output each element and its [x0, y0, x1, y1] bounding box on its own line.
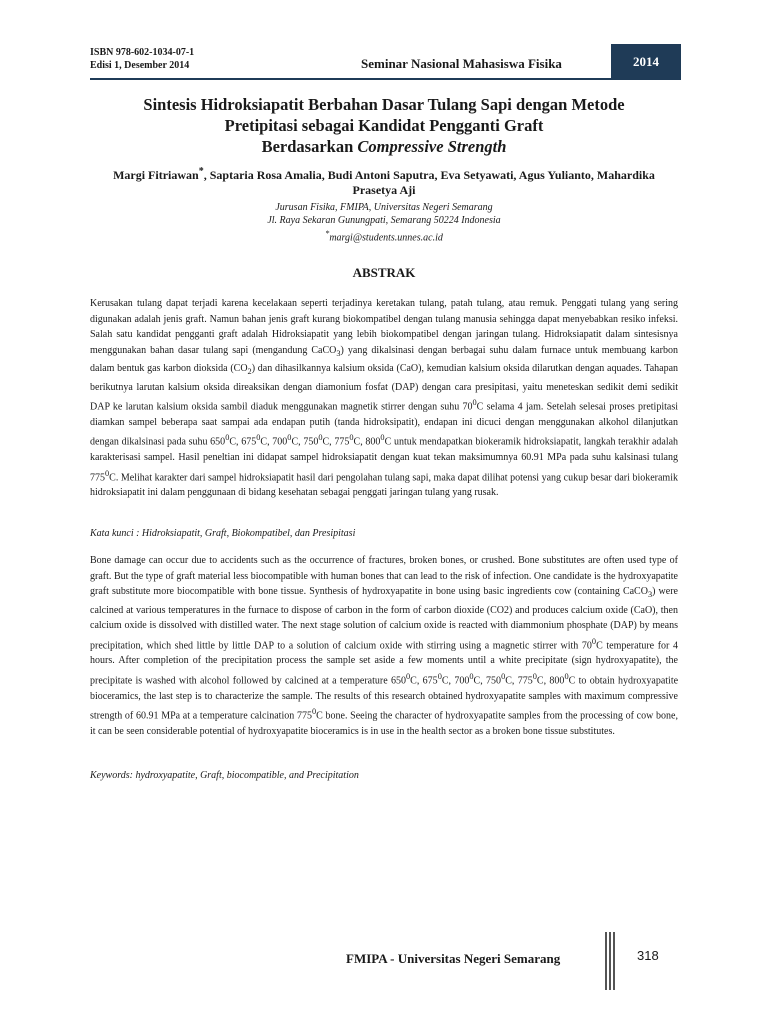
degree-mark: 0: [287, 433, 292, 443]
abstrak-text: C. Melihat karakter dari sampel hidroksiapatit hasil dari pengolahan tulang sapi, maka dapat dilihat potensi yang cukup besar dari biokeramik hidroksiapatit ini dalam penggunaan di bidang kesehatan sebagai penggati jaringan tulang yang rusak.: [90, 471, 678, 499]
department: Jurusan Fisika, FMIPA, Universitas Negeri Semarang: [275, 202, 493, 213]
abstrak-text: Kerusakan tulang dapat terjadi karena kecelakaan seperti terjadinya keretakan tulang, patah tulang, atau remuk. Penggati tulang yang sering digunakan adalah jenis graft. Namun bahan jenis graft kurang biokompatibel dengan tulang manusia sehingga dapat menyebabkan resiko infeksi. Salah satu kandidat pengganti graft adalah Hidroksiapatit yang lebih biokompatibel dengan jaringan tulang. Hidroksiapatit dalam sintesisnya menggunakan bahan dasar tulang sapi (mengandung CaCO: [90, 298, 678, 356]
co-authors: , Saptaria Rosa Amalia, Budi Antoni Saputra, Eva Setyawati, Agus Yulianto, Mahardika: [203, 168, 655, 182]
email-mark: *: [325, 229, 330, 238]
abstract-text: C temperature for 4 hours. After completion of the precipitation process the sample set aside a few moments until a white precipitate (sign hydroxyapatite), the precipitate is washed with alcohol followed by calcined at a temperature 650: [90, 639, 678, 687]
header-meta: [90, 46, 194, 72]
abstrak-paragraph: [90, 296, 678, 501]
degree-mark: 0: [469, 671, 474, 681]
email: margi@students.unnes.ac.id: [329, 232, 443, 244]
degree-mark: 0: [225, 433, 230, 443]
abstract-text: C, 700: [441, 675, 470, 687]
seminar-name: Seminar Nasional Mahasiswa Fisika: [361, 56, 562, 71]
email-line: [80, 227, 688, 244]
degree-mark: 0: [311, 707, 317, 717]
author-line-1: [80, 164, 688, 183]
abstrak-text: C, 750: [291, 436, 319, 448]
abstract-text: Bone damage can occur due to accidents such as the occurrence of fractures, broken bones, or crushed. Bone substitutes are often used type of graft. But the type of graft material less biocompatible with human bones that can lead to the risk of infection. One candidate is the hydroxyapatite graft substitute more biocompatible with bone tissue. Synthesis of hydroxyapatite in bone using basic ingredients cow (containing CaCO: [90, 555, 678, 597]
abstrak-text: C selama 4 jam. Setelah selesai proses pretipitasi diamkan sampel beberapa saat sampai ada endapan putih (tanda hidroksipatit), endapan ini dicuci dengan menggunakan alkohol dilanjutkan dengan dikalsinasi pada suhu 650: [90, 401, 678, 448]
first-author: Margi Fitriawan: [113, 168, 199, 182]
abstrak-text: C, 800: [353, 436, 381, 448]
abstract-text: C, 675: [410, 675, 438, 687]
degree-mark: 0: [437, 671, 442, 681]
abstract-text: C to obtain hydroxyapatite bioceramics, the last step is to characterize the sample. The results of this research obtained hydroxyapatite samples with maximum compressive strength of 60.91 MPa at a temperature calcination 775: [90, 675, 679, 722]
degree-mark: 0: [406, 671, 411, 681]
isbn: ISBN 978-602-1034-07-1: [90, 47, 195, 58]
footer-institution: FMIPA - Universitas Negeri Semarang: [346, 951, 561, 966]
corresponding-mark: *: [198, 166, 204, 177]
abstract-text: C bone. Seeing the character of hydroxyapatite samples from the processing of cow bone, it can be seen considerable potential of hydroxyapatite bioceramics is in use in the health sector as a broken bone tissue substitutes.: [90, 710, 678, 737]
address: Jl. Raya Sekaran Gunungpati, Semarang 50224 Indonesia: [267, 215, 501, 226]
abstract-text: C, 775: [505, 675, 533, 687]
subscript: 3: [647, 590, 653, 599]
title-line-2: Pretipitasi sebagai Kandidat Pengganti Graft: [224, 116, 544, 135]
degree-mark: 0: [532, 671, 537, 681]
edition: Edisi 1, Desember 2014: [90, 60, 190, 71]
affiliation: [80, 201, 688, 244]
page-number: 318: [637, 948, 659, 963]
degree-mark: 0: [472, 398, 477, 407]
footer-divider: [605, 932, 615, 990]
title-line-3-plain: Berdasarkan: [261, 137, 358, 156]
degree-mark: 0: [256, 433, 261, 443]
abstrak-text: C, 675: [229, 436, 257, 448]
author-line-2: Prasetya Aji: [352, 183, 416, 197]
paper-title: [80, 94, 688, 157]
degree-mark: 0: [105, 468, 110, 478]
keywords: Keywords: hydroxyapatite, Graft, biocompatible, and Precipitation: [90, 770, 359, 781]
title-line-3-italic: Compressive Strength: [357, 137, 507, 156]
subscript: 2: [247, 367, 252, 376]
degree-mark: 0: [318, 433, 323, 443]
abstrak-text: C untuk mendapatkan biokeramik hidroksiapatit, langkah terakhir adalah karakterisasi sampel. Hasil peneltian ini didapat sampel hidroksiapatit dengan kuat tekan maksimumnya 60.91 MPa pada suhu kalsinasi tulang 775: [90, 436, 679, 483]
abstrak-text: C, 775: [322, 436, 350, 448]
year-badge: 2014: [611, 44, 681, 80]
abstrak-text: ) dan dihasilkannya kalsium oksida (CaO), kemudian kalsium oksida dilarutkan dengan aquades. Tahapan berikutnya larutan kalsium oksida direaksikan dengan diamonium fosfat (DAP) dengan cara presipitasi, yaitu meneteskan sedikit demi sedikit DAP ke larutan kalsium oksida sambil diaduk menggunakan magnetik stirrer dengan suhu 70: [90, 363, 679, 413]
abstrak-text: ) yang dikalsinasi dengan berbagai suhu dalam furnace untuk membuang karbon dalam bentuk gas karbon dioksida (CO: [90, 344, 678, 374]
degree-mark: 0: [349, 433, 354, 443]
abstract-text: ) were calcined at various temperatures in the furnace to dispose of carbon in the form of carbon dioxide (CO2) and produces calcium oxide (CaO), then calcium oxide is dissolved with distilled water. The next stage solution of calcium oxide is reacted with diammonium phosphate (DAP) by means precipitation, which shed little by little DAP to a solution of calcium oxide with stirring using a magnetic stirrer with 70: [90, 586, 678, 651]
degree-mark: 0: [380, 433, 385, 443]
title-line-3: [80, 136, 688, 157]
degree-mark: 0: [564, 671, 569, 681]
title-line-1: Sintesis Hidroksiapatit Berbahan Dasar Tulang Sapi dengan Metode: [143, 95, 625, 114]
abstract-text: C, 800: [536, 675, 565, 687]
degree-mark: 0: [501, 671, 506, 681]
kata-kunci: Kata kunci : Hidroksiapatit, Graft, Biokompatibel, dan Presipitasi: [90, 528, 356, 539]
header-rule: [90, 78, 611, 80]
abstract-text: C, 750: [473, 675, 502, 687]
english-abstract: [90, 553, 678, 739]
degree-mark: 0: [591, 636, 597, 646]
author-list: [80, 164, 688, 198]
subscript: 3: [336, 348, 341, 358]
abstrak-heading: ABSTRAK: [352, 265, 416, 280]
abstrak-text: C, 700: [260, 436, 288, 448]
